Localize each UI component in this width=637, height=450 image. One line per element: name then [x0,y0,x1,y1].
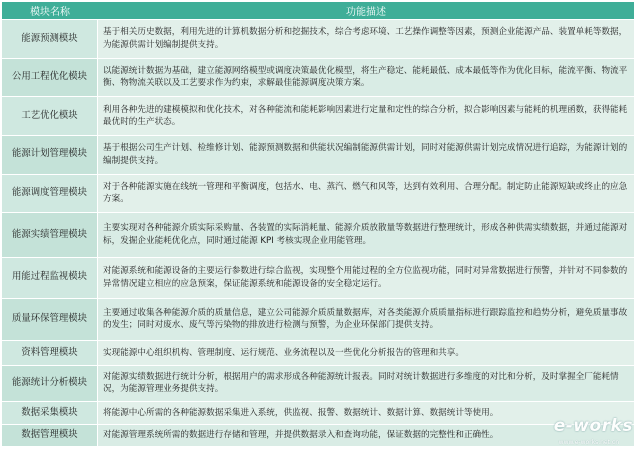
module-desc-cell: 对于各种能源实施在线统一管理和平衡调度，包括水、电、蒸汽、燃气和风等，达到有效利用、合理分配。制定防止能源短缺或终止的应急方案。 [98,175,634,214]
module-name-cell: 数据采集模块 [2,402,98,424]
table-row [2,366,634,403]
table-row [2,341,634,365]
module-desc-cell: 主要实现对各种能源介质实际采购量、各装置的实际消耗量、能源介质放散量等数据进行整理统计，形成各种供需实绩数据，并通过能源对标，发掘企业能耗优化点，同时通过能源 KPI 考核实现企业用能管理。 [98,213,634,258]
module-name-cell: 能源计划管理模块 [2,136,98,175]
table-row [2,97,634,136]
header-function-desc: 功能描述 [98,2,634,20]
module-desc-cell: 主要通过收集各种能源介质的质量信息，建立公司能源介质质量数据库，对各类能源介质质量指标进行跟踪监控和趋势分析，避免质量事故的发生；同时对废水、废气等污染物的排放进行检测与预警，为企业环保部门提供支持。 [98,299,634,342]
module-desc-cell: 对能源实绩数据进行统计分析，根据用户的需求形成各种能源统计报表。同时对统计数据进行多维度的对比和分析，及时掌握全厂能耗情况，为能源管理业务提供支持。 [98,366,634,403]
table-row [2,59,634,98]
module-name-cell: 工艺优化模块 [2,97,98,136]
module-function-table [2,2,634,447]
table-header-row [2,2,634,20]
table-row [2,175,634,214]
module-name-cell: 资料管理模块 [2,341,98,365]
watermark-url: www.e-works.net.cn [558,439,619,446]
module-name-cell: 用能过程监视模块 [2,258,98,299]
header-module-name: 模块名称 [2,2,98,20]
table-row [2,425,634,447]
module-desc-cell: 将能源中心所需的各种能源数据采集进入系统，供监视、报警、数据统计、数据计算、数据统计等使用。 [98,402,634,424]
table-row [2,136,634,175]
module-name-cell: 能源统计分析模块 [2,366,98,403]
module-desc-cell: 基于相关历史数据，利用先进的计算机数据分析和挖掘技术，综合考虑环境、工艺操作调整等因素，预测企业能源产品、装置单耗等数据，为能源供需计划编制提供支持。 [98,20,634,59]
module-desc-cell: 实现能源中心组织机构、管理制度、运行规范、业务流程以及一些优化分析报告的管理和共享。 [98,341,634,365]
module-desc-cell: 基于根据公司生产计划、检维修计划、能源预测数据和供能状况编制能源供需计划，同时对能源供需计划完成情况进行追踪，为能源计划的编制提供支持。 [98,136,634,175]
table-row [2,20,634,59]
module-desc-cell: 利用各种先进的建模模拟和优化技术，对各种能流和能耗影响因素进行定量和定性的综合分析，拟合影响因素与能耗的机理函数，获得能耗最优时的生产状态。 [98,97,634,136]
table-row [2,213,634,258]
table-row [2,402,634,424]
module-name-cell: 公用工程优化模块 [2,59,98,98]
table-row [2,299,634,342]
module-name-cell: 质量环保管理模块 [2,299,98,342]
module-desc-cell: 以能源统计数据为基础，建立能源网络模型或调度决策最优化模型，将生产稳定、能耗最低、成本最低等作为优化目标，能流平衡、物流平衡、物物流关联以及工艺要求作为约束，求解最佳能源调度决策方案。 [98,59,634,98]
watermark-logo: e-works [553,416,633,436]
module-name-cell: 数据管理模块 [2,425,98,447]
module-name-cell: 能源实绩管理模块 [2,213,98,258]
table-row [2,258,634,299]
module-name-cell: 能源预测模块 [2,20,98,59]
module-desc-cell: 对能源系统和能源设备的主要运行参数进行综合监视，实现整个用能过程的全方位监视功能，同时对异常数据进行预警，并针对不同参数的异常情况建立相应的应急预案，保证能源系统和能源设备的安全稳定运行。 [98,258,634,299]
module-name-cell: 能源调度管理模块 [2,175,98,214]
module-desc-cell: 对能源管理系统所需的数据进行存储和管理，并提供数据录入和查询功能，保证数据的完整性和正确性。 [98,425,634,447]
